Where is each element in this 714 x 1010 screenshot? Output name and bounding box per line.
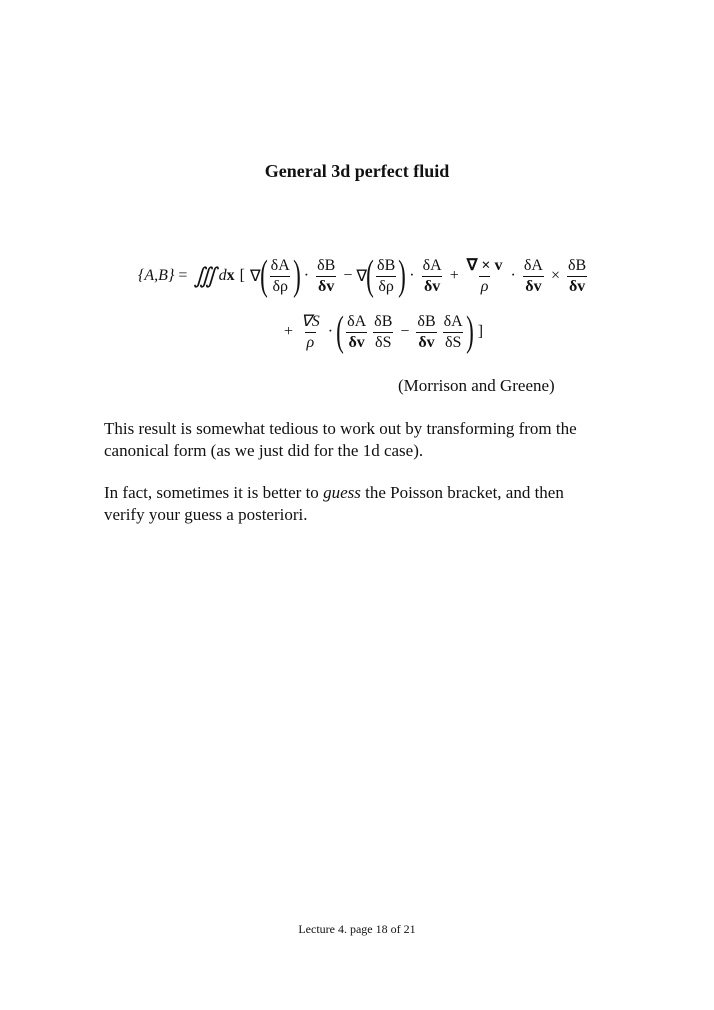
eq-x: x [226, 267, 235, 284]
nabla-1: ∇ [249, 268, 261, 285]
dot: · [510, 267, 516, 284]
denominator: δv [318, 277, 335, 295]
paragraph-text: the Poisson bracket, and then verify your guess a posteriori. [104, 483, 564, 524]
numerator: δB [377, 256, 396, 274]
right-paren: ) [398, 253, 407, 299]
numerator: δB [417, 312, 436, 330]
numerator: δA [270, 256, 290, 274]
fraction [375, 256, 397, 297]
fraction [269, 256, 292, 297]
denominator: δv [568, 277, 586, 295]
denominator: δv [423, 277, 441, 295]
denominator: ρ [480, 277, 489, 295]
right-paren: ) [292, 253, 301, 299]
fraction [299, 312, 322, 353]
denominator: δv [348, 333, 365, 351]
numerator: δA [347, 312, 367, 330]
left-paren: ( [366, 253, 374, 299]
triple-integral: ∭ [193, 263, 213, 288]
page-footer: Lecture 4. page 18 of 21 [298, 922, 416, 936]
numerator: ∇S [301, 312, 320, 330]
left-paren: ( [336, 309, 344, 355]
fraction [522, 256, 545, 297]
paragraph [104, 482, 604, 526]
emphasis: guess [323, 483, 361, 502]
nabla-2: ∇ [356, 268, 368, 285]
cross: × [550, 267, 560, 284]
denominator: δρ [378, 277, 394, 295]
right-paren: ) [465, 309, 474, 355]
numerator: δB [317, 256, 336, 274]
fraction [421, 256, 444, 297]
dot: · [303, 267, 310, 284]
numerator: ∇ × v [466, 256, 503, 274]
eq-close-bracket: ] [477, 323, 484, 340]
left-paren: ( [259, 253, 268, 299]
numerator: δB [568, 256, 587, 274]
eq-open-bracket: [ [239, 267, 245, 284]
plus: + [449, 267, 459, 284]
dot: · [327, 323, 334, 340]
fraction [566, 256, 588, 297]
numerator: δA [523, 256, 543, 274]
citation: (Morrison and Greene) [398, 376, 555, 395]
numerator: δB [374, 312, 393, 330]
equation-line-1 [138, 248, 590, 304]
eq-d: d [218, 267, 227, 284]
denominator: δv [525, 277, 542, 295]
numerator: δA [443, 312, 463, 330]
paragraph-text: In fact, sometimes it is better to [104, 483, 324, 502]
fraction [315, 256, 337, 297]
denominator: δS [375, 333, 392, 351]
denominator: ρ [306, 333, 315, 351]
denominator: δS [444, 333, 462, 351]
fraction [345, 312, 368, 353]
denominator: δv [418, 333, 435, 351]
minus: − [400, 323, 410, 340]
eq-equals: = [178, 267, 188, 284]
fraction [465, 256, 505, 297]
fraction [442, 312, 465, 353]
numerator: δA [422, 256, 442, 274]
minus: − [343, 267, 353, 284]
plus: + [284, 323, 294, 340]
page-title: General 3d perfect fluid [264, 161, 450, 181]
equation-line-2 [280, 304, 483, 360]
paragraph: This result is somewhat tedious to work out by transforming from the canonical form (as we just did for the 1d case). [104, 419, 577, 460]
denominator: δρ [272, 277, 288, 295]
fraction [415, 312, 437, 353]
dot: · [409, 267, 415, 284]
fraction [372, 312, 394, 353]
eq-lhs: {A,B} [138, 267, 175, 284]
